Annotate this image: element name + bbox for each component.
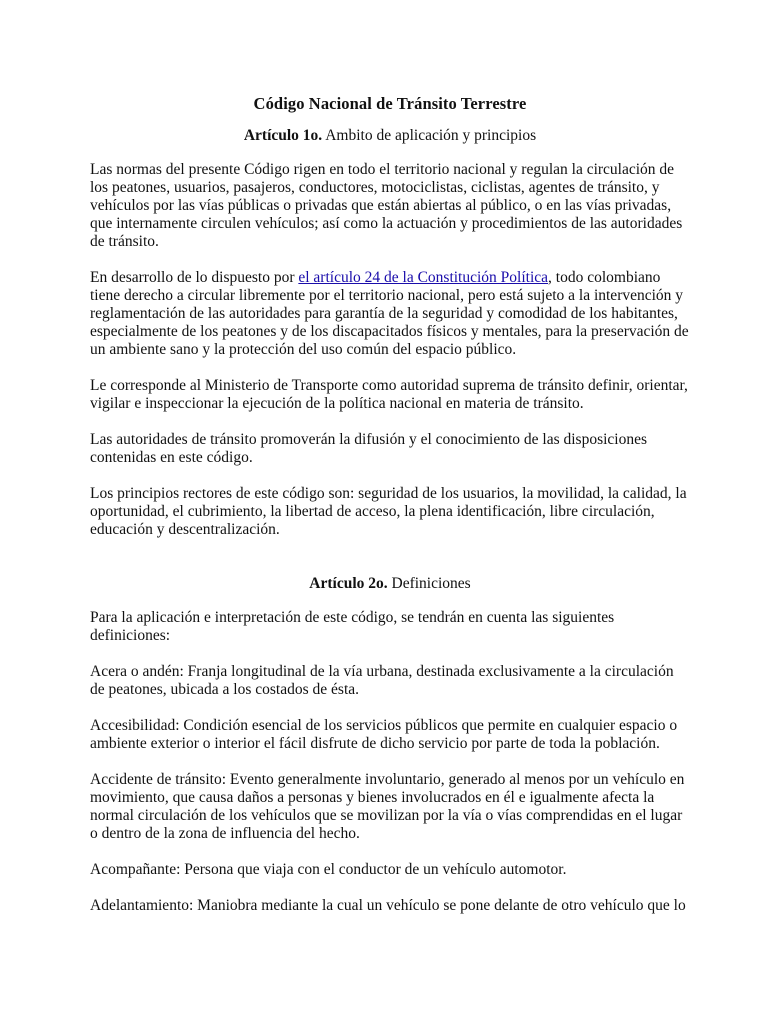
article-1-paragraph-3: Le corresponde al Ministerio de Transporte como autoridad suprema de tránsito definir, orientar, vigilar e inspeccionar la ejecución de la política nacional en materia de tránsito. <box>90 377 688 412</box>
definition-accidente-de-transito: Accidente de tránsito: Evento generalmente involuntario, generado al menos por un vehículo en movimiento, que causa daños a personas y bienes involucrados en él e igualmente afecta la normal circulación de los vehículos que se movilizan por la vía o vías comprendidas en el lugar o dentro de la zona de influencia del hecho. <box>90 771 685 842</box>
article-1-heading <box>90 127 690 145</box>
article-1-paragraph-1: Las normas del presente Código rigen en todo el territorio nacional y regulan la circulación de los peatones, usuarios, pasajeros, conductores, motociclistas, ciclistas, agentes de tránsito, y vehículos por las vías públicas o privadas que están abiertas al público, o en las vías privadas, que internamente circulen vehículos; así como la actuación y procedimientos de las autoridades de tránsito. <box>90 161 683 250</box>
article-1-name: Ambito de aplicación y principios <box>325 127 537 144</box>
definition-acera: Acera o andén: Franja longitudinal de la vía urbana, destinada exclusivamente a la circulación de peatones, ubicada a los costados de ésta. <box>90 663 674 698</box>
article-1-paragraph-5: Los principios rectores de este código son: seguridad de los usuarios, la movilidad, la calidad, la oportunidad, el cubrimiento, la libertad de acceso, la plena identificación, libre circulación, educación y descentralización. <box>90 485 687 538</box>
article-1-label: Artículo 1o. <box>243 127 323 144</box>
article-2-name: Definiciones <box>391 575 471 592</box>
article-2-heading <box>90 575 690 593</box>
article-1-paragraph-2 <box>90 269 690 359</box>
paragraph-2-text-after: , todo colombiano tiene derecho a circular libremente por el territorio nacional, pero está sujeto a la intervención y reglamentación de las autoridades para garantía de la seguridad y comodidad de los habitantes, especialmente de los peatones y de los discapacitados físicos y mentales, para la preservación de un ambiente sano y la protección del uso común del espacio público. <box>90 269 689 358</box>
document-title: Código Nacional de Tránsito Terrestre <box>253 94 527 113</box>
paragraph-2-text-before: En desarrollo de lo dispuesto por <box>90 269 299 286</box>
definition-adelantamiento: Adelantamiento: Maniobra mediante la cual un vehículo se pone delante de otro vehículo que lo <box>90 897 686 914</box>
constitution-article-24-link[interactable]: el artículo 24 de la Constitución Política <box>298 269 549 286</box>
article-2-label: Artículo 2o. <box>309 575 388 592</box>
article-1-paragraph-4: Las autoridades de tránsito promoverán la difusión y el conocimiento de las disposiciones contenidas en este código. <box>90 431 648 466</box>
definition-acompanante: Acompañante: Persona que viaja con el conductor de un vehículo automotor. <box>90 861 567 878</box>
definition-accesibilidad: Accesibilidad: Condición esencial de los servicios públicos que permite en cualquier espacio o ambiente exterior o interior el fácil disfrute de dicho servicio por parte de toda la población. <box>90 717 678 752</box>
article-2-paragraph-1: Para la aplicación e interpretación de este código, se tendrán en cuenta las siguientes definiciones: <box>90 609 615 644</box>
document-page <box>90 95 690 933</box>
